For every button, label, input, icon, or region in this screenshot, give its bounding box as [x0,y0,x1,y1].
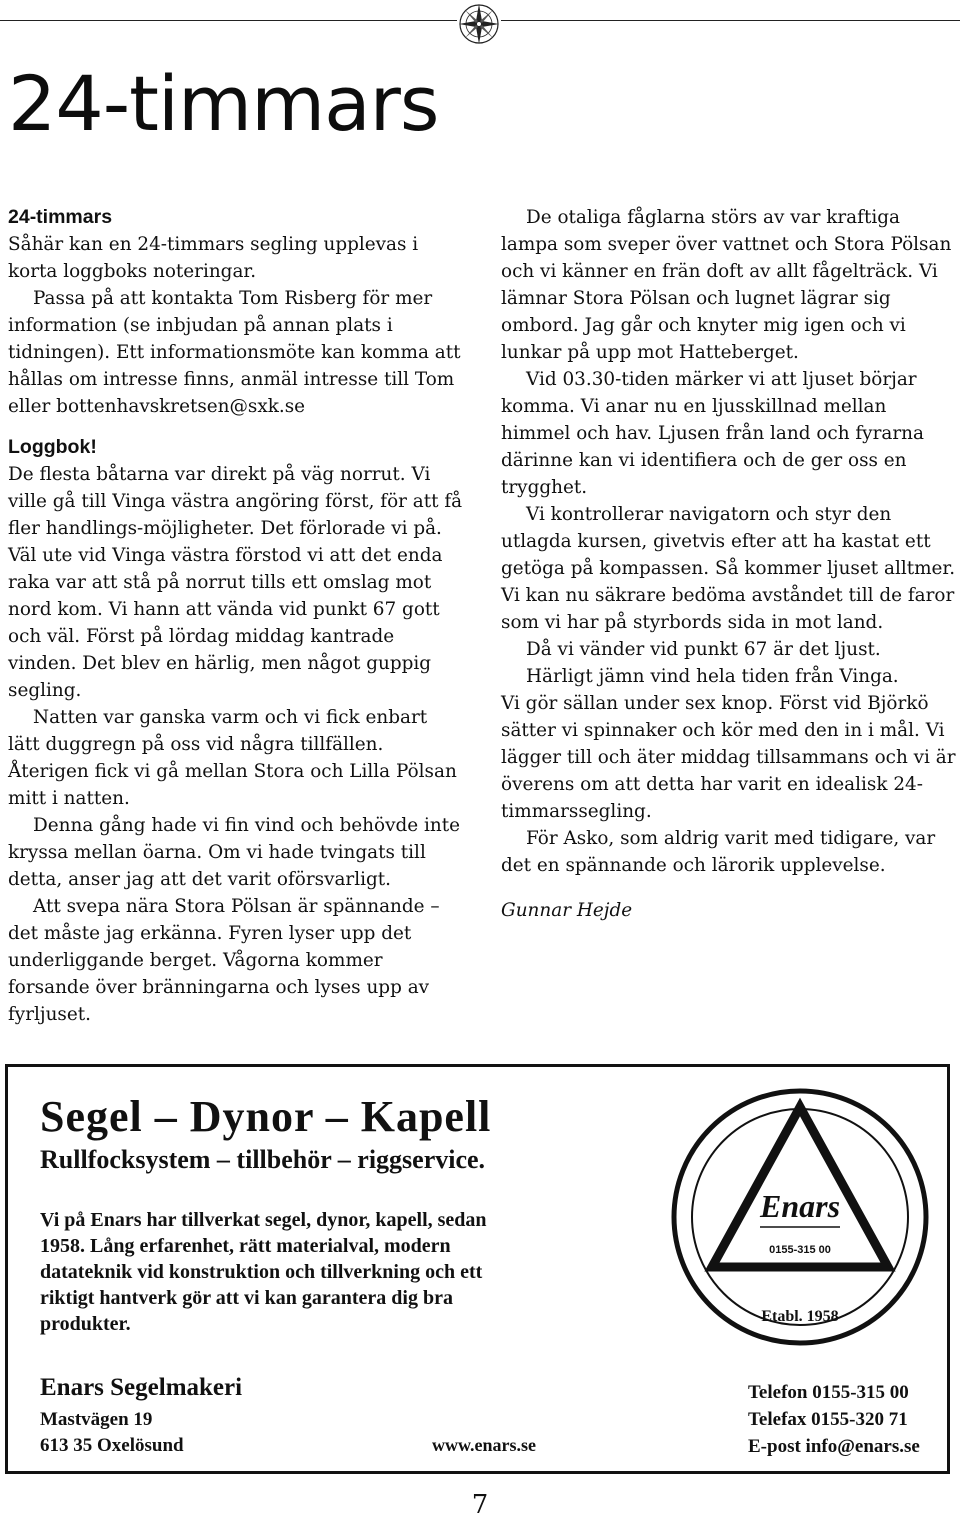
intro-heading: 24-timmars [8,206,113,228]
ad-company-name: Enars Segelmakeri [40,1374,243,1401]
logbook-paragraph: Då vi vänder vid punkt 67 är det ljust. [526,639,881,660]
logbook-paragraph: Vi kontrollerar navigatorn och styr den utlagda kursen, givetvis efter att ha kastat ett getöga på kompassen. Så kommer ljuset alltmer. Vi kan nu säkrare bedöma avståndet till de faror som vi har på styrbords sida in mot land. [501,504,956,633]
enars-logo-icon [656,1077,944,1347]
ad-website: www.enars.se [432,1435,536,1455]
ad-fax: Telefax 0155-320 71 [748,1409,908,1430]
advertisement [5,1064,950,1474]
logo-established: Etabl. 1958 [761,1308,839,1325]
page-number: 7 [471,1490,489,1520]
logbook-paragraph: Vid 03.30-tiden märker vi att ljuset börjar komma. Vi anar nu en ljusskillnad mellan himmel och hav. Ljusen från land och fyrarna därinne kan vi identifiera och de ger oss en trygghet. [501,369,924,498]
ad-address-street: Mastvägen 19 [40,1409,153,1430]
logbook-paragraph: Denna gång hade vi fin vind och behövde inte kryssa mellan öarna. Om vi hade tvingats till detta, anser jag att det varit oförsvarligt. [8,815,460,890]
logbook-paragraph: För Asko, som aldrig varit med tidigare, var det en spännande och lärorik upplevelse. [501,828,936,876]
ad-email: E-post info@enars.se [748,1436,920,1457]
ad-address [40,1407,184,1459]
logbook-heading: Loggbok! [8,436,97,458]
author-signature: Gunnar Hejde [501,900,633,921]
ad-subtitle: Rullfocksystem – tillbehör – riggservice. [40,1145,486,1174]
logo-name: Enars [759,1188,841,1224]
ad-address-city: 613 35 Oxelösund [40,1435,184,1456]
page-title: 24-timmars [8,59,439,148]
article-column-left [8,204,463,1028]
logbook-paragraph: De flesta båtarna var direkt på väg norrut. Vi ville gå till Vinga västra angöring först, för att få fler handlings-möjligheter. Det förlorade vi på. Väl ute vid Vinga västra förstod vi att det enda raka var att stå på norrut tills ett omslag mot nord kom. Vi hann att vända vid punkt 67 gott och väl. Först på lördag middag kantrade vinden. Det blev en härlig, men något guppig segling. [8,464,463,701]
logbook-paragraph: Natten var ganska varm och vi fick enbart lätt duggregn på oss vid några tillfällen. Återigen fick vi gå mellan Stora och Lilla Pölsan mitt i natten. [8,707,457,809]
ad-contact [748,1379,920,1460]
logbook-paragraph: Att svepa nära Stora Pölsan är spännande – det måste jag erkänna. Fyren lyser upp det underliggande berget. Vågorna kommer forsande över bränningarna och lyses upp av fyrljuset. [8,896,440,1025]
compass-rose-icon [457,2,501,46]
logbook-paragraph: Härligt jämn vind hela tiden från Vinga. [526,666,899,687]
intro-paragraph: Passa på att kontakta Tom Risberg för mer information (se inbjudan på annan plats i tidningen). Ett informationsmöte kan komma att hållas om intresse finns, anmäl intresse till Tom eller bottenhavskretsen@sxk.se [8,288,461,417]
intro-paragraph: Såhär kan en 24-timmars segling upplevas i korta loggboks noteringar. [8,234,419,282]
ad-phone: Telefon 0155-315 00 [748,1382,909,1403]
article-column-right [501,204,956,924]
ad-title: Segel – Dynor – Kapell [40,1092,492,1141]
logbook-paragraph: Vi gör sällan under sex knop. Först vid Björkö sätter vi spinnaker och kör med den in i mål. Vi lägger till och äter middag tillsammans och vi är överens om att detta har varit en idealisk 24-timmarssegling. [501,693,956,822]
logo-phone: 0155-315 00 [769,1244,831,1256]
logbook-paragraph: De otaliga fåglarna störs av var kraftiga lampa som sveper över vattnet och Stora Pölsan och vi känner en frän doft av allt fågelträck. Vi lämnar Stora Pölsan och lugnet lägrar sig ombord. Jag går och knyter mig igen och vi lunkar på upp mot Hatteberget. [501,207,952,363]
ad-body: Vi på Enars har tillverkat segel, dynor, kapell, sedan 1958. Lång erfarenhet, rätt materialval, modern datateknik vid konstruktion och tillverkning och ett riktigt hantverk gör att vi kan garantera dig bra produkter. [40,1209,487,1335]
